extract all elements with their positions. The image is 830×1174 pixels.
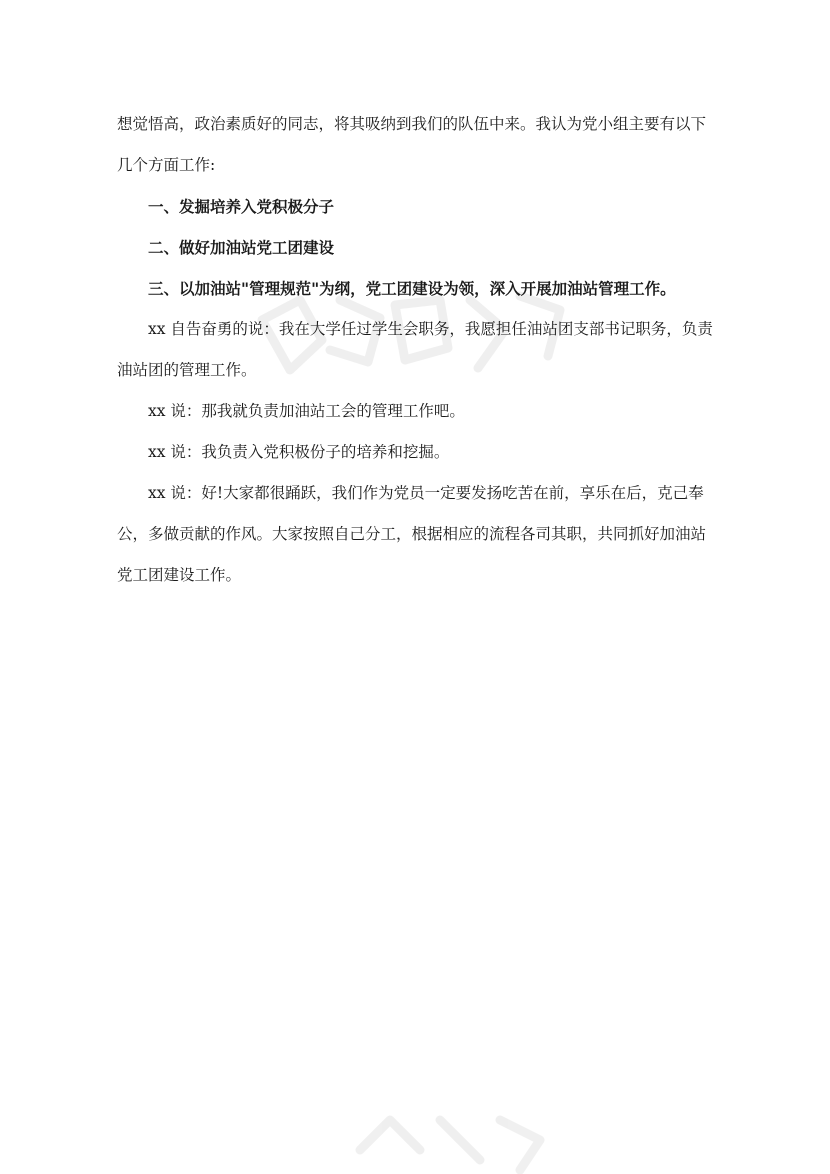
document-body	[117, 104, 717, 596]
heading-item-2: 二、做好加油站党工团建设	[148, 238, 335, 257]
paragraph-statement-1: xx 自告奋勇的说：我在大学任过学生会职务，我愿担任油站团支部书记职务，负责油站团的管理工作。	[117, 320, 713, 379]
paragraph-intro: 想觉悟高，政治素质好的同志，将其吸纳到我们的队伍中来。我认为党小组主要有以下几个方面工作:	[117, 115, 707, 174]
heading-item-3: 三、以加油站"管理规范"为纲，党工团建设为领，深入开展加油站管理工作。	[148, 279, 676, 298]
paragraph-statement-2: xx 说：那我就负责加油站工会的管理工作吧。	[148, 402, 465, 420]
heading-item-1: 一、发掘培养入党积极分子	[148, 197, 335, 216]
paragraph-statement-4: xx 说：好!大家都很踊跃，我们作为党员一定要发扬吃苦在前，享乐在后，克己奉公，多做贡献的作风。大家按照自己分工，根据相应的流程各司其职，共同抓好加油站党工团建设工作。	[117, 484, 707, 584]
paragraph-statement-3: xx 说：我负责入党积极份子的培养和挖掘。	[148, 443, 450, 461]
